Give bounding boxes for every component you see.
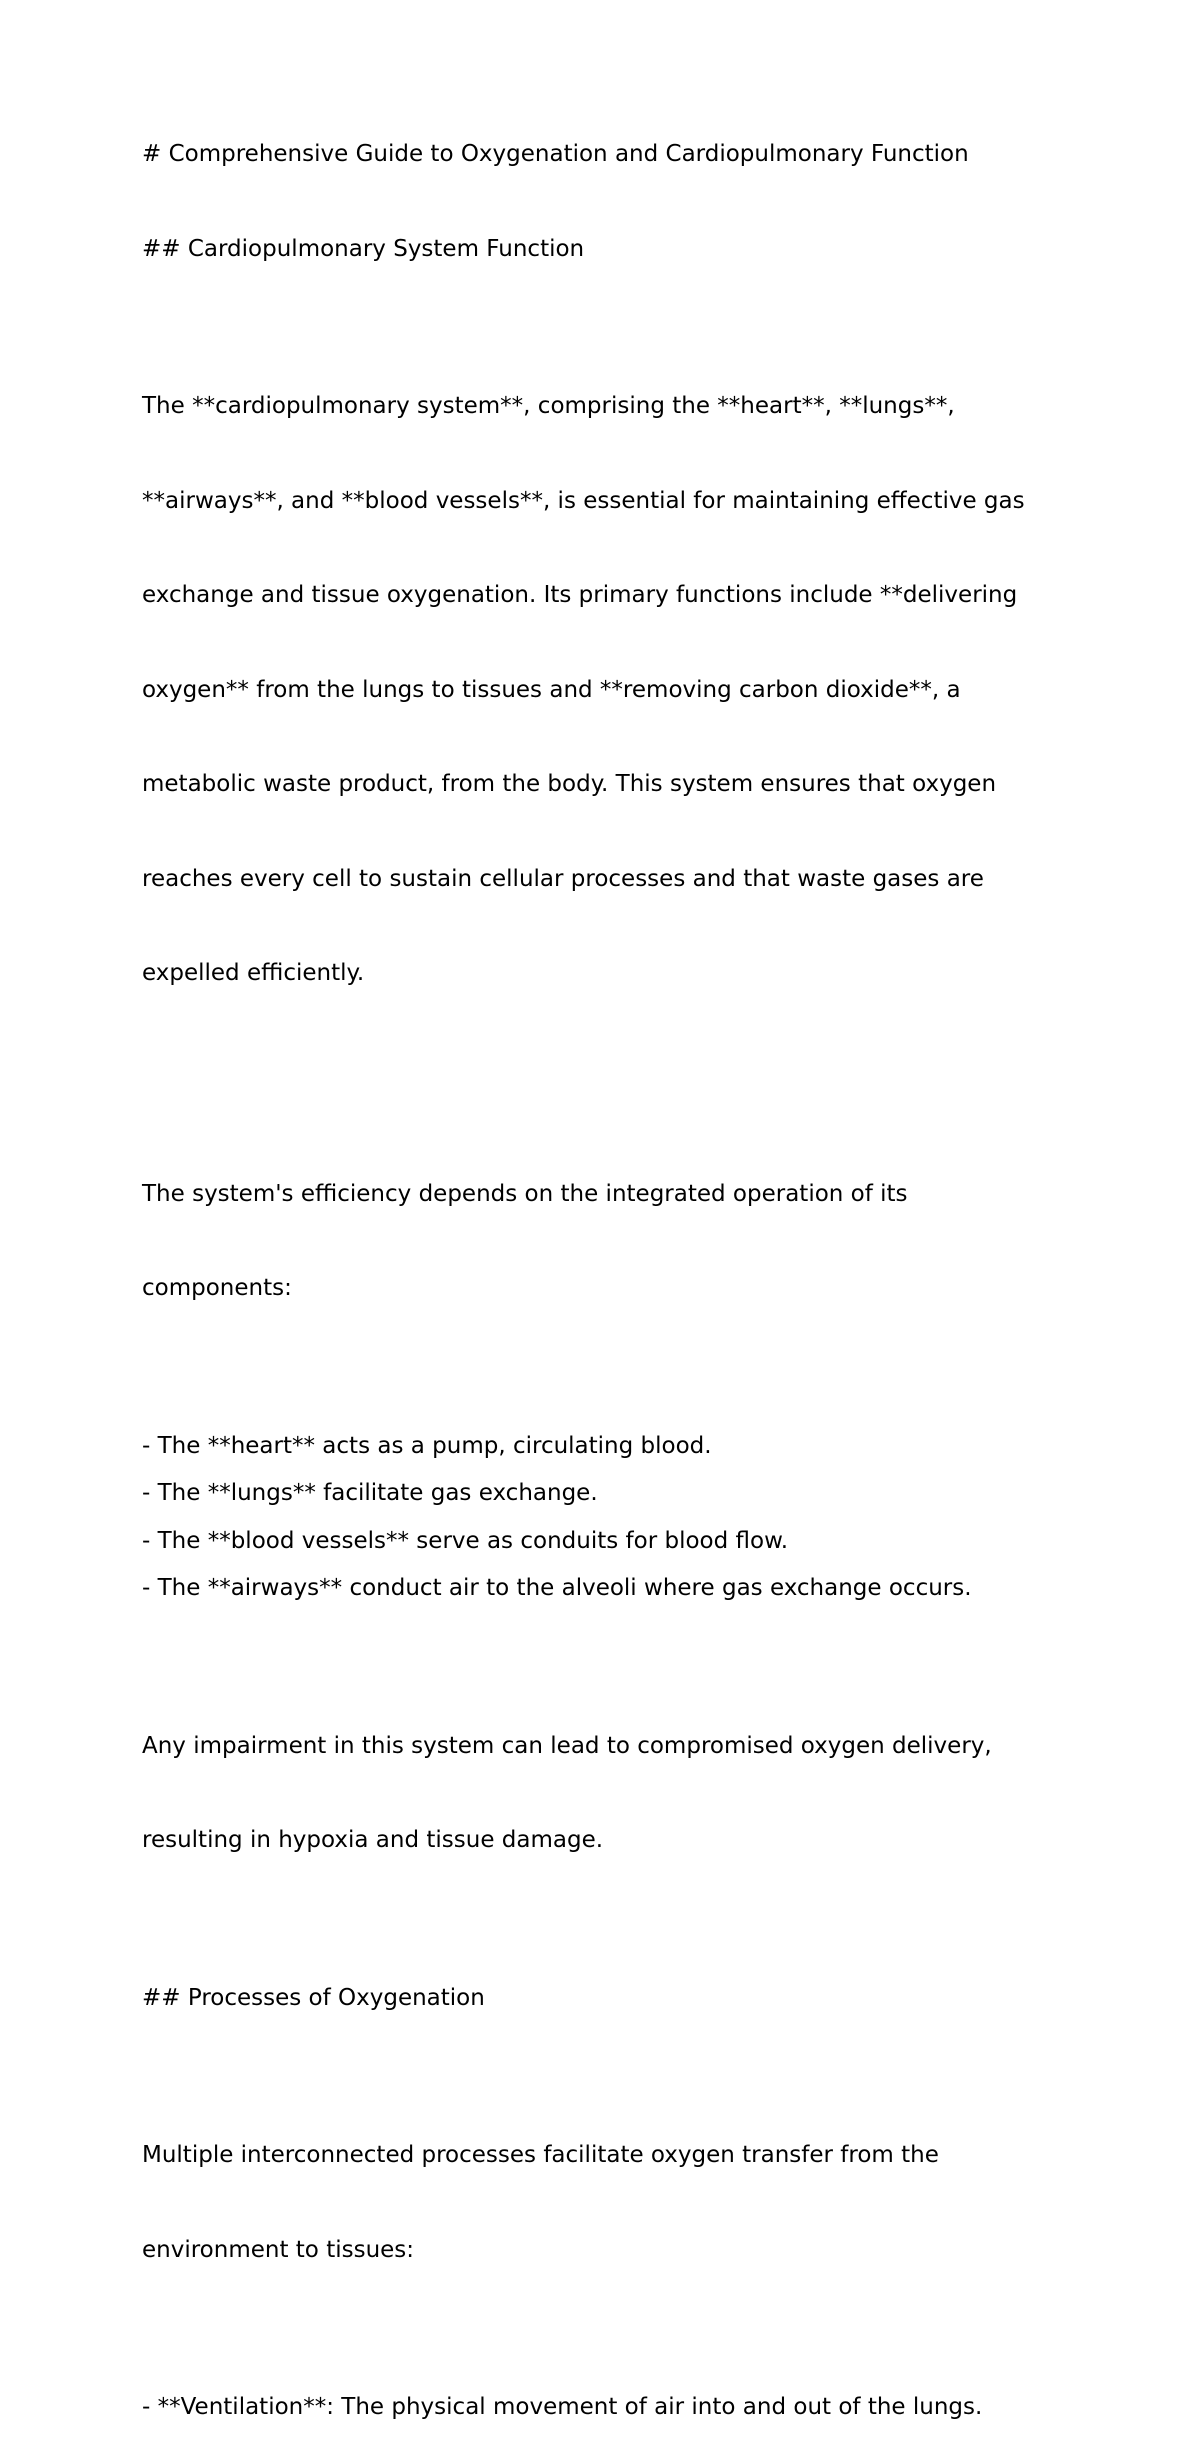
list-item-heart: - The **heart** acts as a pump, circulating blood. [142, 1432, 712, 1459]
text-line: The **cardiopulmonary system**, comprising the **heart**, **lungs**, [142, 393, 955, 419]
text-line: exchange and tissue oxygenation. Its primary functions include **delivering [142, 582, 1018, 608]
paragraph-cardiopulmonary-intro [142, 328, 1062, 1053]
text-line: components: [142, 1275, 292, 1301]
list-item-blood-vessels: - The **blood vessels** serve as conduits for blood flow. [142, 1527, 789, 1554]
text-line: **airways**, and **blood vessels**, is essential for maintaining effective gas [142, 487, 1025, 514]
paragraph-impairment [142, 1668, 1062, 1920]
text-line: environment to tissues: [142, 2236, 415, 2263]
text-line: oxygen** from the lungs to tissues and **removing carbon dioxide**, a [142, 676, 961, 703]
paragraph-oxygenation-intro [142, 2077, 1062, 2329]
list-item-lungs: - The **lungs** facilitate gas exchange. [142, 1480, 598, 1506]
list-item-ventilation: - **Ventilation**: The physical movement of air into and out of the lungs. [142, 2394, 983, 2420]
paragraph-system-efficiency [142, 1116, 1062, 1368]
text-line: resulting in hypoxia and tissue damage. [142, 1827, 604, 1853]
list-item-airways: - The **airways** conduct air to the alveoli where gas exchange occurs. [142, 1575, 972, 1601]
text-line: expelled efficiently. [142, 960, 365, 986]
document-body [142, 139, 1062, 2440]
text-line: Multiple interconnected processes facilitate oxygen transfer from the [142, 2142, 939, 2168]
section-heading-cardiopulmonary: ## Cardiopulmonary System Function [142, 235, 585, 262]
document-title: # Comprehensive Guide to Oxygenation and Cardiopulmonary Function [142, 141, 969, 167]
text-line: metabolic waste product, from the body. This system ensures that oxygen [142, 771, 997, 797]
text-line: reaches every cell to sustain cellular processes and that waste gases are [142, 865, 984, 892]
section-heading-oxygenation-processes: ## Processes of Oxygenation [142, 1984, 485, 2011]
text-line: Any impairment in this system can lead to compromised oxygen delivery, [142, 1732, 992, 1759]
text-line: The system's efficiency depends on the integrated operation of its [142, 1180, 908, 1207]
